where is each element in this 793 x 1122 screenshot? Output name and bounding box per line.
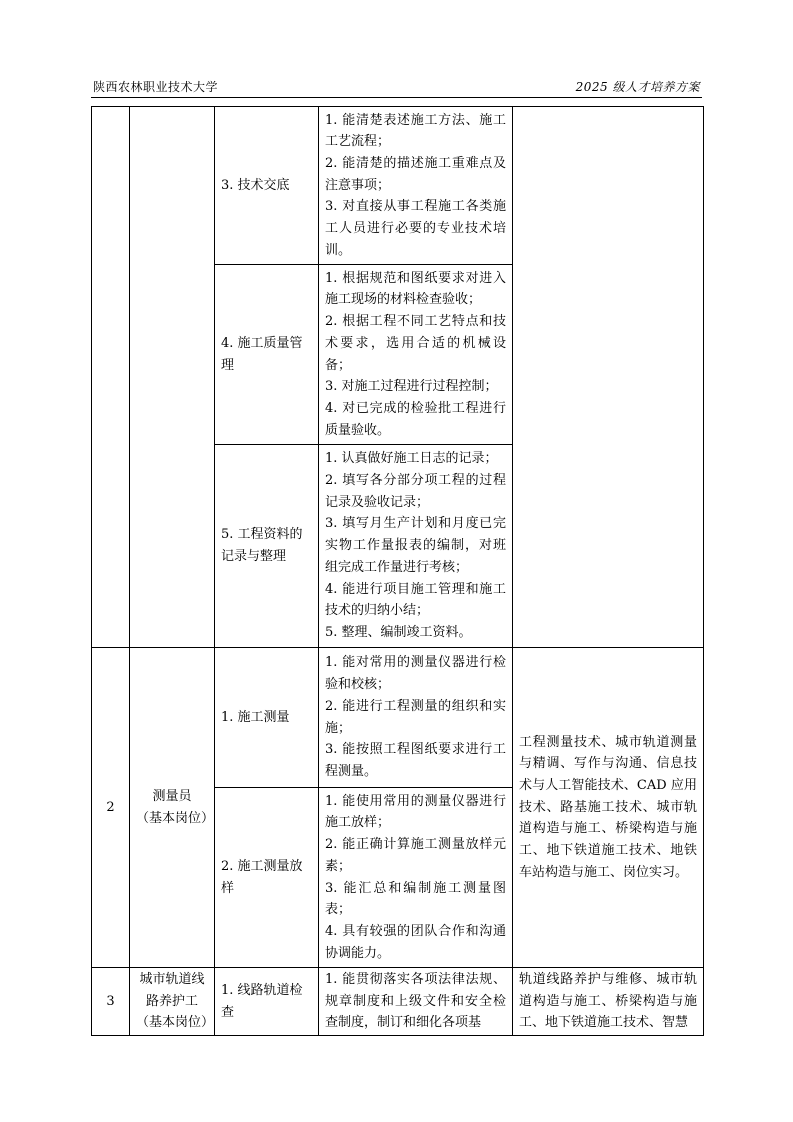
requirement-item: 2. 根据工程不同工艺特点和技术要求，选用合适的机械设备；: [325, 314, 506, 373]
requirements-cell: [319, 265, 513, 445]
courses-cell: 工程测量技术、城市轨道测量与精调、写作与沟通、信息技术与人工智能技术、CAD 应用技术、路基施工技术、城市轨道构造与施工、桥梁构造与施工、地下铁道施工技术、地铁车站构造与施工、岗位实习。: [513, 648, 704, 968]
no-cell-continued: [92, 107, 130, 648]
document-title: 2025 级人才培养方案: [575, 80, 700, 94]
requirement-item: 1. 根据规范和图纸要求对进入施工现场的材料检查验收；: [325, 270, 506, 308]
header-rule: [91, 97, 702, 98]
post-cell: [130, 968, 215, 1036]
requirements-cell: [319, 968, 513, 1036]
requirement-item: 5. 整理、编制竣工资料。: [325, 624, 472, 640]
post-name: 测量员: [152, 788, 192, 804]
task-cell: 2. 施工测量放样: [215, 788, 319, 968]
table-row: [92, 648, 704, 788]
requirement-item: 1. 能清楚表述施工方法、施工工艺流程；: [325, 112, 506, 150]
requirements-cell: [319, 648, 513, 788]
requirement-item: 1. 能使用常用的测量仪器进行施工放样；: [325, 793, 506, 831]
task-cell: 3. 技术交底: [215, 107, 319, 265]
requirement-item: 3. 填写月生产计划和月度已完实物工作量报表的编制，对班组完成工作量进行考核；: [325, 516, 506, 575]
post-cell: [130, 648, 215, 968]
requirement-item: 4. 具有较强的团队合作和沟通协调能力。: [325, 923, 506, 961]
requirements-cell: [319, 445, 513, 648]
courses-cell: 轨道线路养护与维修、城市轨道构造与施工、桥梁构造与施工、地下铁道施工技术、智慧: [513, 968, 704, 1036]
requirement-item: 3. 能汇总和编制施工测量图表；: [325, 880, 506, 918]
row-number: 3: [92, 968, 130, 1036]
institution-name: 陕西农林职业技术大学: [93, 80, 219, 94]
requirement-item: 1. 能贯彻落实各项法律法规、规章制度和上级文件和安全检查制度，制订和细化各项基: [325, 971, 506, 1031]
requirement-item: 2. 能正确计算施工测量放样元素；: [325, 837, 506, 874]
table-row: [92, 107, 704, 265]
table-row: [92, 968, 704, 1036]
requirement-item: 1. 能对常用的测量仪器进行检验和校核；: [325, 655, 506, 693]
post-type: （基本岗位）: [136, 810, 215, 826]
task-cell: 1. 线路轨道检查: [215, 968, 319, 1036]
requirement-item: 3. 能按照工程图纸要求进行工程测量。: [325, 742, 506, 779]
requirement-item: 4. 能进行项目施工管理和施工技术的归纳小结；: [325, 581, 506, 619]
requirements-cell: [319, 107, 513, 265]
talent-plan-table: [91, 106, 704, 1036]
task-cell: 5. 工程资料的记录与整理: [215, 445, 319, 648]
requirement-item: 2. 能清楚的描述施工重难点及注意事项；: [325, 155, 506, 193]
requirement-item: 1. 认真做好施工日志的记录；: [325, 451, 498, 467]
requirement-item: 4. 对已完成的检验批工程进行质量验收。: [325, 400, 506, 438]
task-cell: 4. 施工质量管理: [215, 265, 319, 445]
row-number: 2: [92, 648, 130, 968]
requirement-item: 2. 填写各分部分项工程的过程记录及验收记录；: [325, 473, 506, 510]
post-cell-continued: [130, 107, 215, 648]
requirement-item: 3. 对施工过程进行过程控制；: [325, 379, 498, 395]
page-header: [91, 76, 702, 96]
post-name: 城市轨道线路养护工: [139, 971, 205, 1009]
requirements-cell: [319, 788, 513, 968]
post-type: （基本岗位）: [136, 1015, 215, 1031]
requirement-item: 3. 对直接从事工程施工各类施工人员进行必要的专业技术培训。: [325, 199, 506, 258]
task-cell: 1. 施工测量: [215, 648, 319, 788]
courses-cell-continued: [513, 107, 704, 648]
requirement-item: 2. 能进行工程测量的组织和实施；: [325, 698, 506, 736]
